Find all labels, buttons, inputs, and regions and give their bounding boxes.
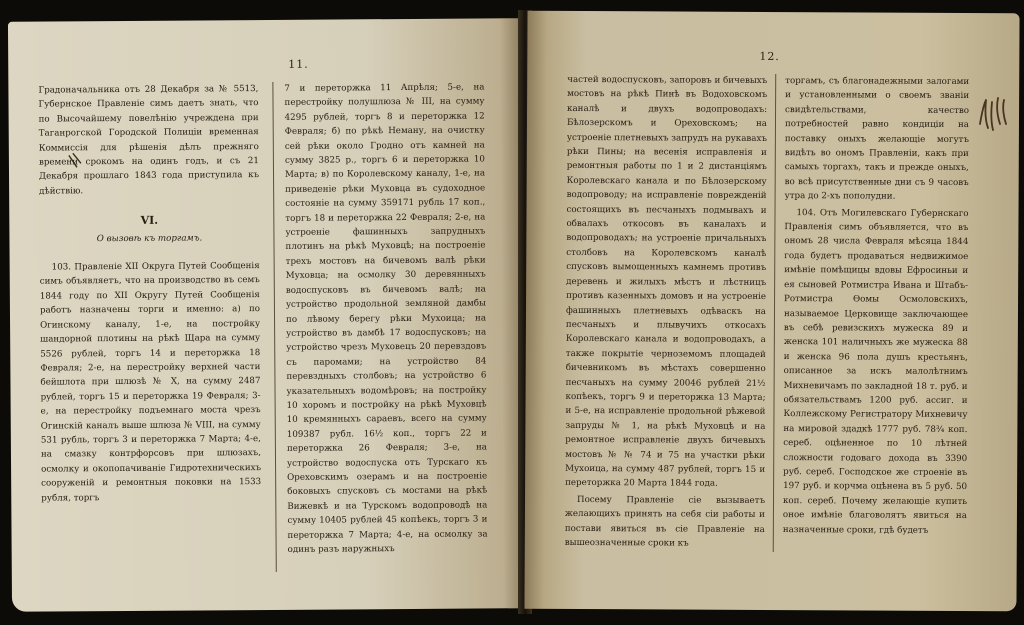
paragraph-auction-terms: торгамъ, съ благонадежными залогами и установленными о своемъ званіи свидѣтельствами, качество потребностей равно кондиціи на поставку оныхъ желающіе могутъ видѣть во ономъ Правленіи, какъ при самыхъ торгахъ, такъ и прежде оныхъ, во всѣ присутственные дни съ 9 часовъ утра до 2-хъ пополудни. [784,76,970,202]
handwritten-annotation [976,94,1012,138]
left-page [8,18,524,612]
section-subtitle: О вызовѣ къ торгамъ. [96,233,203,244]
left-column-2 [284,80,487,559]
page-number-left: 11. [288,57,309,71]
section-title: VI. [140,214,159,228]
column-divider-right [773,74,777,552]
paragraph-103-continued: 7 и переторжка 11 Апрѣля; 5-е, на перестройку полушлюза № III, на сумму 4295 рублей, торгъ 8 и переторжка 12 Февраля; б) по рѣкѣ Неману, на очистку сей рѣки около Гродно отъ камней на сумму 3825 р., торгъ 6 и переторжка 10 Марта; в) по Королевскому каналу, 1-е, на приведеніе рѣки Муховца въ судоходное состояніе на сумму 359171 рубль 17 коп., торгъ 18 и переторжка 22 Февраля; 2-е, на устроеніе фашинныхъ запрудныхъ плотинъ на рѣкѣ Муховцѣ; на построеніе трехъ мостовъ на бичевомъ валѣ рѣки Муховца; на осмолку 30 деревянныхъ водоспусковъ въ бичевомъ валѣ; на устройство продольной земляной дамбы по лѣвому берегу рѣки Мухоица; на устройство въ дамбѣ 17 водоспусковъ; на устройство чрезъ Муховецъ 20 перевздовъ съ паромами; на устройство 84 перевздныхъ столбовъ; на устройство 6 указательныхъ водомѣровъ; на постройку 10 хоромъ и постройку на рѣкѣ Муховцѣ 10 кремянныхъ сараевъ, всего на сумму 109387 рубл. 16½ коп., торгъ 22 и переторжка 26 Февраля; 3-е, на устройство водоспуска отъ Турскаго къ Ореховскимъ озерамъ и на построеніе боковыхъ спусковъ съ мостами на рѣкѣ Вижевкѣ и на Турскомъ водопроводѣ на сумму 10405 рублей 45 копѣекъ, торгъ 3 и переторжка 7 Марта; 4-е, на осмолку за одинъ разъ наружныхъ [284,82,488,555]
left-column-1 [38,82,261,507]
paragraph-103: 103. Правленіе XII Округа Путей Сообщенія симъ объявляетъ, что на производство въ семъ 1844 году по XII Округу Путей Сообщенія работъ назначены торги и именно: а) по Огинскому каналу, 1-е, на постройку шандорной плотины на рѣкѣ Щара на сумму 5526 рублей, торгъ 14 и переторжка 18 Февраля; 2-е, на перестройку верхней части бейшлота при шлюзѣ № X, на сумму 2487 рублей, торгъ 15 и переторжка 19 Февраля; 3-е, на перестройку подъемнаго моста чрезъ Огинскій каналъ выше шлюза № VIII, на сумму 531 рубль, торгъ 3 и переторжка 7 Марта; 4-е, на смазку контрфорсовъ при шлюзахъ, осмолку и окопопачиваніе Гидротехническихъ сооруженій и ремонтныя поковки на 1533 рубля, торгъ [39,261,262,504]
paragraph-commission: Градоначальника отъ 28 Декабря за № 5513, Губернское Правленіе симъ даетъ знать, что по Высочайшему повелѣнію учреждена при Таганрогской Городской Полиціи временная Коммиссія для рѣшенія дѣлъ прежняго времени срокомъ на одинъ годъ, и съ 21 Декабря прошлаго 1843 года приступила къ дѣйствію. [38,84,260,197]
paragraph-works-list: частей водоспусковъ, запоровъ и бичевыхъ мостовъ на рѣкѣ Пинѣ въ Водоховскомъ каналѣ и двухъ водопроводахъ: Бѣлозерскомъ и Ореховскомъ; на устроеніе плетневыхъ запрудъ на рукавахъ рѣки Пины; на весенія исправленія и ремонтныя работы по 1 и 2 дистанціямъ Королевскаго канала и по Бѣлозерскому водопроводу; на исправленіе поврежденій состоящихъ въ песчаныхъ подмывахъ и обвалахъ откосовъ въ каналахъ и водопроводахъ; на устроеніе причальныхъ столбовъ на Королевскомъ каналѣ спусковъ вымощенныхъ камнемъ противъ деревень и жилыхъ мѣстъ и лѣстницъ противъ казенныхъ домовъ и на устроеніе фашинныхъ плетневыхъ одѣваскъ на песчаныхъ и плывучихъ откосахъ Королевскаго канала и водопроводахъ, а также покрытіе черноземомъ площадей бичевникомъ въ мѣстахъ совершенно песчаныхъ на сумму 20046 рублей 21½ копѣекъ, торгъ 9 и переторжка 13 Марта; и 5-е, на исправленіе продольной рѣжевой запруды № 1, на рѣкѣ Муховцѣ и на ремонтное исправленіе двухъ бичевыхъ мостовъ № № 74 и 75 на участки рѣки Мухоица, на сумму 487 рублей, торгъ 15 и переторжка 20 Марта 1844 года. [565,74,768,490]
paragraph-invitation: Посему Правленіе сіе вызываетъ желающихъ принять на себя сіи работы и постави явиться въ сіе Правленіе на вышеозначенные сроки къ [564,494,766,549]
right-column-1 [565,73,768,553]
book-spread [4,6,1020,618]
right-column-2 [783,74,969,540]
ink-tick-mark [67,151,85,173]
paragraph-104: 104. Отъ Могилевскаго Губернскаго Правленія симъ объявляется, что въ ономъ 28 числа Февраля мѣсяца 1844 года будетъ продаваться недвижимое имѣніе помѣщицы вдовы Ефросиньи и ея сыновей Ротмистра Ивана и Штабъ-Ротмистра Ѳомы Осмоловскихъ, называемое Церковище заключающее въ себѣ ревизскихъ мужеска 89 и женска 101 наличныхъ же мужеска 88 и женска 96 пола душъ крестьянъ, описанное за искъ малолѣтнимъ Михневичамъ по закладной 18 т. руб. и обязательствамъ 1200 руб. ассиг. и Коллежскому Регистратору Михневичу на мировой здадкѣ 1777 руб. 78¾ коп. сереб. оцѣненное по 10 лѣтней сложности годоваго дохода въ 3390 руб. сереб. Господское же строеніе въ 197 руб. и корчма оцѣнена въ 5 руб. 50 коп. сереб. Почему желающіе купить оное имѣніе благоволятъ явиться на назначенные сроки, гдѣ будетъ [782,207,969,536]
right-page [524,11,1019,612]
page-number-right: 12. [759,49,780,64]
column-divider-left [272,82,276,572]
